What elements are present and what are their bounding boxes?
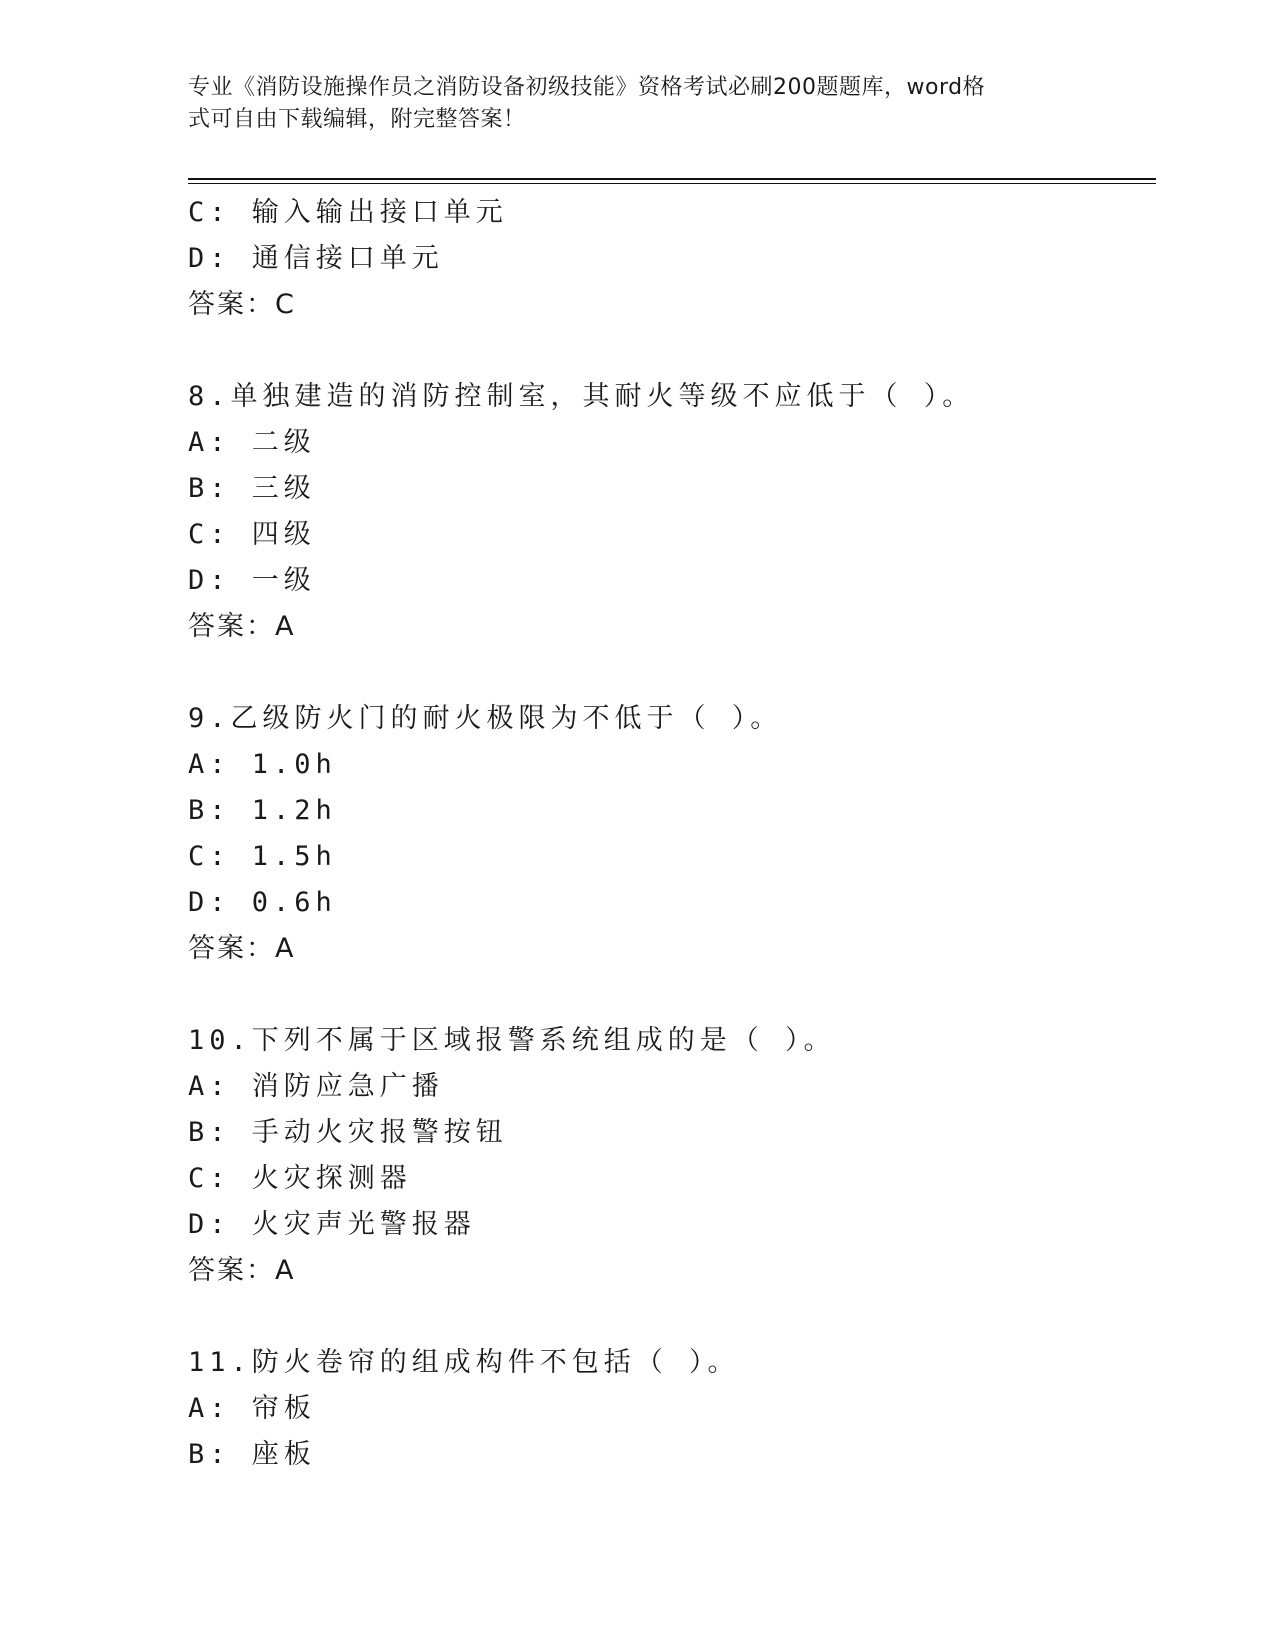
answer-line: 答案：A [188, 933, 296, 964]
option-c: C: 输入输出接口单元 [188, 197, 508, 228]
option-d: D: 通信接口单元 [188, 243, 444, 274]
question-list [188, 190, 1148, 1478]
question-10: 10.下列不属于区域报警系统组成的是（ ）。 [188, 1025, 836, 1056]
spacer [188, 650, 1148, 696]
spacer [188, 1294, 1148, 1340]
question-8: 8.单独建造的消防控制室，其耐火等级不应低于（ ）。 [188, 381, 975, 412]
option-c: C: 1.5h [188, 841, 337, 872]
option-b: B: 手动火灾报警按钮 [188, 1117, 508, 1148]
option-b: B: 1.2h [188, 795, 337, 826]
option-b: B: 座板 [188, 1439, 316, 1470]
answer-line: 答案：C [188, 289, 296, 320]
option-c: C: 四级 [188, 519, 316, 550]
option-d: D: 一级 [188, 565, 316, 596]
option-d: D: 火灾声光警报器 [188, 1209, 476, 1240]
spacer [188, 328, 1148, 374]
header-divider-top [188, 178, 1156, 180]
option-a: A: 帘板 [188, 1393, 316, 1424]
option-a: A: 二级 [188, 427, 316, 458]
document-header [188, 72, 1068, 136]
question-11: 11.防火卷帘的组成构件不包括（ ）。 [188, 1347, 740, 1378]
question-9: 9.乙级防火门的耐火极限为不低于（ ）。 [188, 703, 783, 734]
option-a: A: 1.0h [188, 749, 337, 780]
answer-line: 答案：A [188, 611, 296, 642]
option-a: A: 消防应急广播 [188, 1071, 444, 1102]
answer-line: 答案：A [188, 1255, 296, 1286]
option-c: C: 火灾探测器 [188, 1163, 412, 1194]
option-b: B: 三级 [188, 473, 316, 504]
option-d: D: 0.6h [188, 887, 337, 918]
header-line-1: 专业《消防设施操作员之消防设备初级技能》资格考试必刷200题题库，word格 [188, 75, 986, 100]
spacer [188, 972, 1148, 1018]
header-line-2: 式可自由下载编辑，附完整答案！ [188, 107, 526, 132]
header-divider-bottom [188, 183, 1156, 184]
